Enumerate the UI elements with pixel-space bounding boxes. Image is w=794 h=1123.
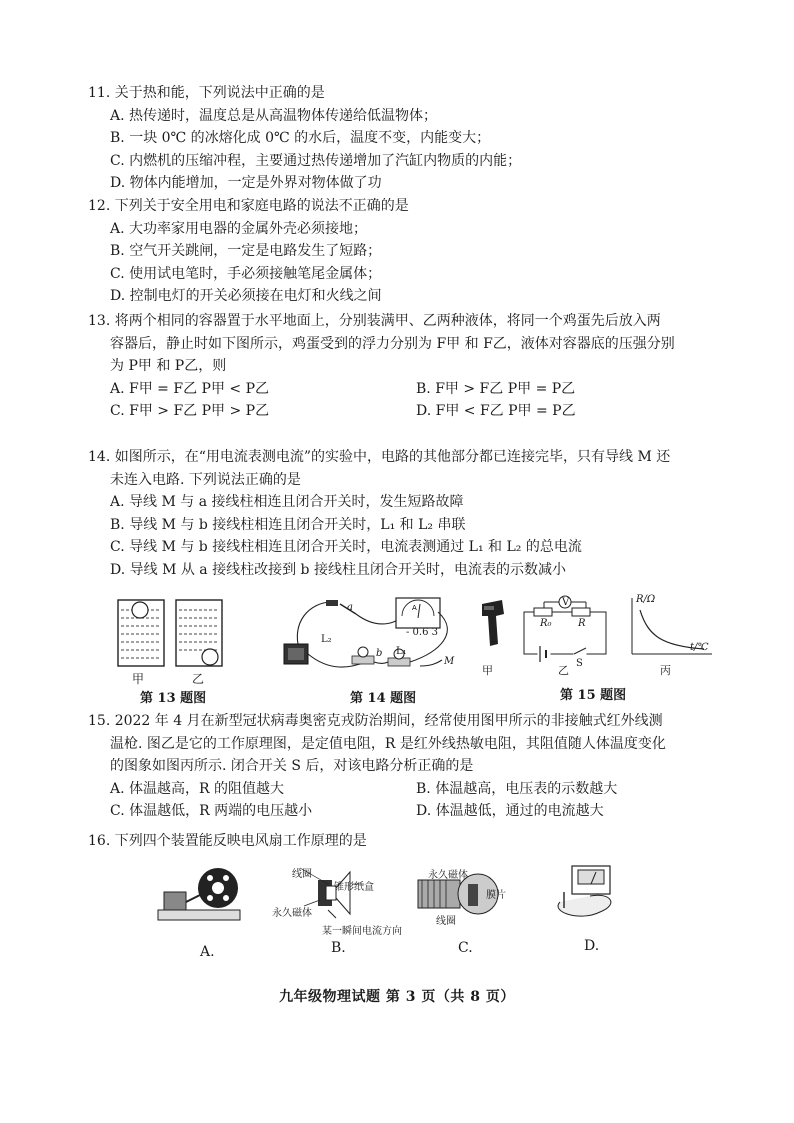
stem-line: 容器后，静止时如下图所示，鸡蛋受到的浮力分别为 F甲 和 F乙，液体对容器底的压强分别 (110, 335, 675, 352)
egg-icon (202, 649, 218, 665)
question-15 (88, 710, 728, 823)
stem-line: 15. 2022 年 4 月在新型冠状病毒奥密克戎防治期间，经常使用图甲所示的非接触式红外线测 (88, 713, 663, 729)
device-a-generator-icon (158, 868, 240, 920)
stem-line: 未连入电路. 下列说法正确的是 (110, 471, 301, 488)
question-stem: 16. 下列四个装置能反映电风扇工作原理的是 (88, 833, 367, 849)
fig13-containers (116, 598, 228, 674)
battery-icon (284, 644, 308, 664)
page-footer: 九年级物理试题 第 3 页（共 8 页） (279, 989, 515, 1005)
question-11 (88, 82, 728, 195)
option-a: A. F甲 = F乙 P甲 < P乙 (110, 380, 269, 397)
option-d: D. 控制电灯的开关必须接在电灯和火线之间 (110, 288, 382, 305)
ammeter-icon (396, 598, 440, 628)
label-bing: 丙 (660, 664, 671, 677)
option-a-label: A. (200, 944, 215, 960)
label-b-magnet: 永久磁体 (272, 908, 312, 919)
label-s: S (576, 658, 583, 669)
question-stem (88, 446, 728, 491)
label-r: R (578, 618, 586, 629)
option-c: C. 体温越低，R 两端的电压越小 (110, 803, 313, 820)
resistor-r-icon (572, 608, 590, 616)
option-b-label: B. (331, 940, 346, 956)
label-b-current: 某一瞬间电流方向 (322, 926, 402, 937)
question-14 (88, 446, 728, 582)
option-c: C. 内燃机的压缩冲程，主要通过热传递增加了汽缸内物质的内能； (110, 152, 522, 169)
label-m: M (444, 656, 455, 667)
fig14-circuit (270, 592, 470, 682)
stem-line: 温枪. 图乙是它的工作原理图，是定值电阻，R 是红外线热敏电阻，其阻值随人体温度变化 (110, 735, 666, 752)
options-row (88, 778, 728, 801)
label-l2: L₂ (321, 634, 332, 645)
label-v: V (562, 597, 570, 608)
option-a: A. 热传递时，温度总是从高温物体传递给低温物体； (110, 107, 438, 124)
label-jia: 甲 (132, 672, 145, 686)
option-d: D. 导线 M 从 a 接线柱改接到 b 接线柱且闭合开关时，电流表的示数减小 (110, 561, 566, 578)
label-jia: 甲 (482, 664, 493, 677)
question-12 (88, 195, 728, 308)
fig14-caption: 第 14 题图 (350, 691, 417, 706)
stem-line: 的图象如图丙所示. 闭合开关 S 后，对该电路分析正确的是 (110, 758, 474, 775)
question-16 (88, 830, 728, 853)
label-l1: L₁ (396, 646, 407, 657)
label-meter-scale: - 0.6 3 (406, 627, 439, 638)
option-d-label: D. (584, 938, 600, 954)
question-stem: 12. 下列关于安全用电和家庭电路的说法不正确的是 (88, 198, 409, 214)
stem-line: 13. 将两个相同的容器置于水平地面上，分别装满甲、乙两种液体，将同一个鸡蛋先后放入两 (88, 313, 661, 329)
label-c-diaphragm: 膜片 (486, 890, 506, 901)
option-c: C. 导线 M 与 b 接线柱相连且闭合开关时，电流表测通过 L₁ 和 L₂ 的总电流 (110, 539, 582, 556)
fig15-figures (476, 594, 716, 674)
question-stem (88, 710, 728, 778)
options-row (88, 800, 728, 823)
options-row (88, 400, 728, 423)
question-stem (88, 310, 728, 378)
option-d: D. 体温越低，通过的电流越大 (416, 803, 604, 820)
option-a: A. 大功率家用电器的金属外壳必须接地； (110, 220, 368, 237)
question-13 (88, 310, 728, 423)
option-c-label: C. (458, 940, 473, 956)
container-jia (118, 600, 164, 666)
option-b: B. 导线 M 与 b 接线柱相连且闭合开关时，L₁ 和 L₂ 串联 (110, 516, 466, 533)
label-b: b (376, 648, 383, 659)
figures-row (100, 592, 709, 706)
options-row (88, 378, 728, 401)
option-b: B. 一块 0℃ 的冰熔化成 0℃ 的水后，温度不变，内能变大； (110, 130, 491, 147)
option-c: C. F甲 > F乙 P甲 > P乙 (110, 403, 270, 420)
thermometer-gun-icon (482, 600, 504, 646)
label-yi: 乙 (192, 672, 205, 686)
option-b: B. 空气开关跳闸，一定是电路发生了短路； (110, 243, 382, 260)
option-b: B. 体温越高，电压表的示数越大 (416, 780, 618, 797)
label-c-coil: 线圈 (436, 916, 456, 927)
option-a: A. 体温越高，R 的阻值越大 (110, 780, 285, 797)
label-r0: R₀ (540, 618, 552, 629)
stem-line: 14. 如图所示，在“用电流表测电流”的实验中，电路的其他部分都已连接完毕，只有导线 M 还 (88, 449, 671, 465)
option-a: A. 导线 M 与 a 接线柱相连且闭合开关时，发生短路故障 (110, 494, 464, 511)
fig13-caption: 第 13 题图 (140, 691, 207, 706)
device-d-ammeter-icon (558, 866, 611, 916)
svg-text:A: A (412, 604, 417, 612)
fig15-caption: 第 15 题图 (560, 688, 627, 703)
label-a: a (347, 602, 353, 613)
label-b-cone: 锥形纸盒 (334, 882, 374, 893)
egg-icon (132, 602, 148, 618)
y-axis-label: R/Ω (636, 594, 656, 605)
bulb-l2-icon (352, 647, 374, 664)
question-stem: 11. 关于热和能，下列说法中正确的是 (88, 85, 325, 101)
label-c-magnet: 永久磁体 (428, 870, 468, 881)
stem-line: 为 P甲 和 P乙，则 (110, 358, 227, 375)
x-axis-label: t/℃ (690, 642, 709, 653)
container-yi (176, 600, 222, 666)
option-b: B. F甲 > F乙 P甲 = P乙 (416, 380, 576, 397)
resistor-r0-icon (534, 608, 552, 616)
label-yi: 乙 (558, 664, 569, 677)
option-d: D. F甲 < F乙 P甲 = P乙 (416, 403, 576, 420)
label-b-coil: 线圈 (292, 869, 312, 880)
option-d: D. 物体内能增加，一定是外界对物体做了功 (110, 175, 382, 192)
option-c: C. 使用试电笔时，手必须接触笔尾金属体； (110, 265, 382, 282)
